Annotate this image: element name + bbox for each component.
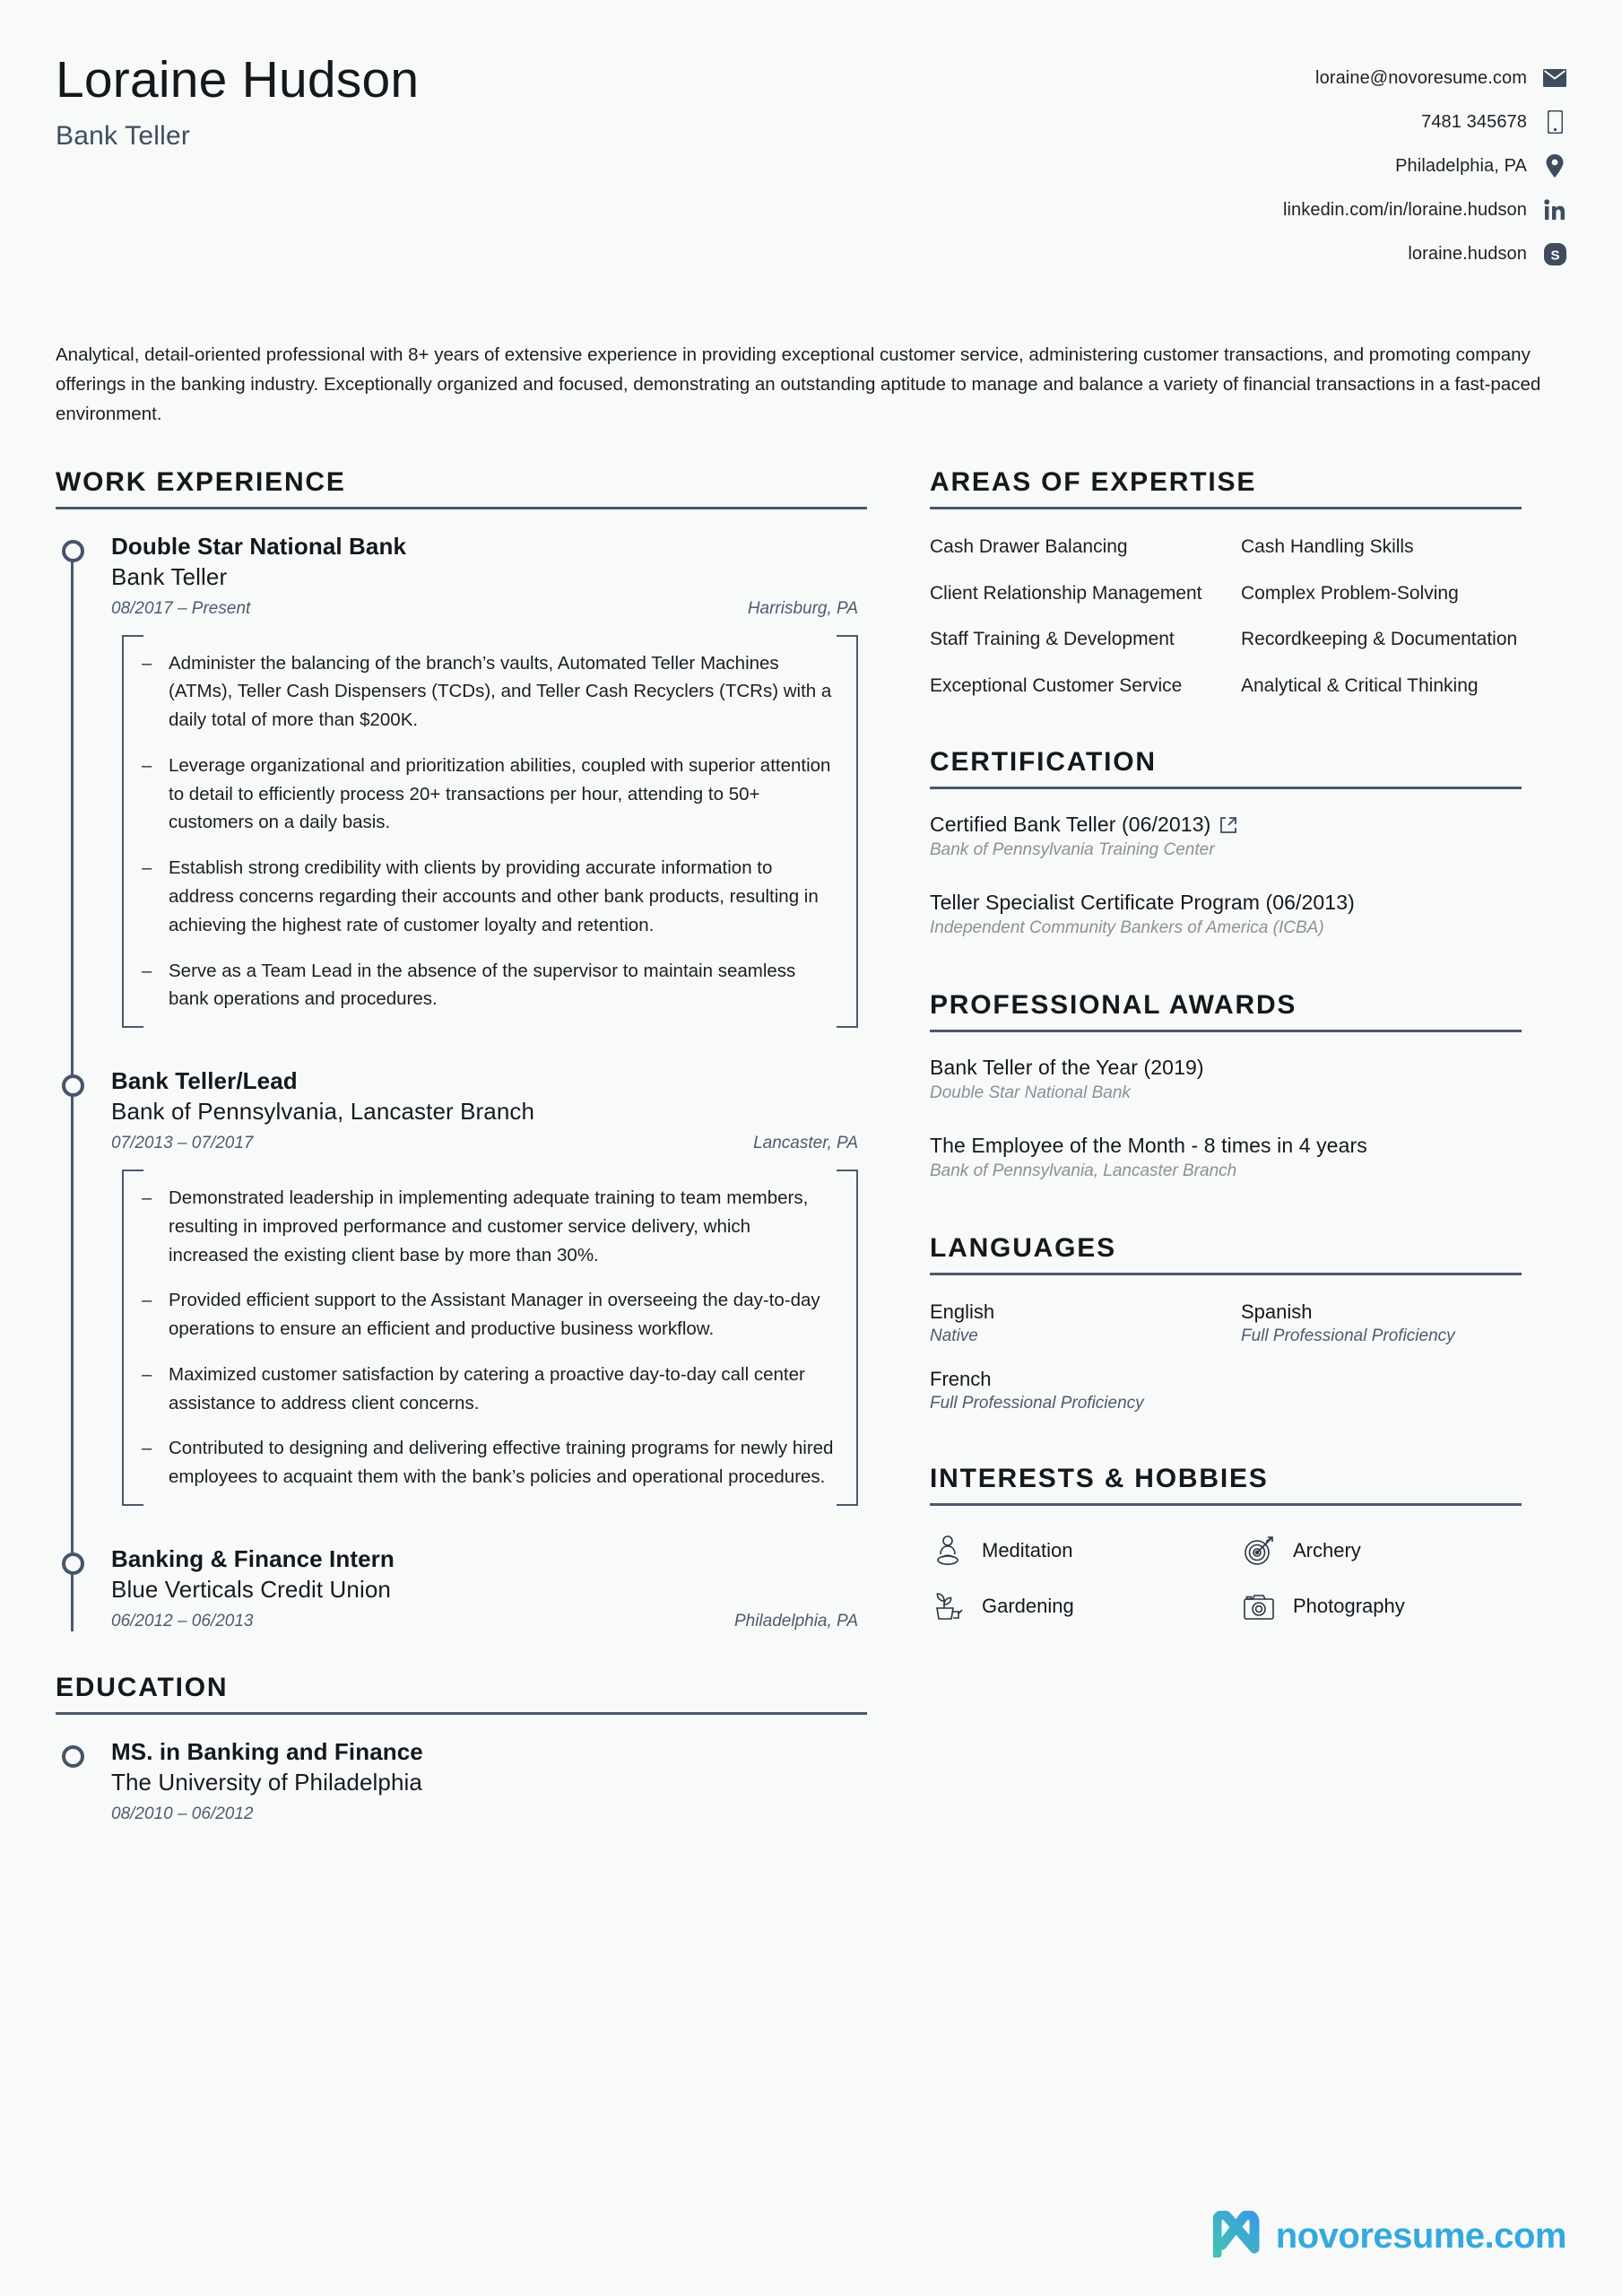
meditation-icon xyxy=(930,1533,966,1569)
language-item xyxy=(1241,1300,1522,1346)
skype-icon xyxy=(1543,242,1566,265)
bullet-item xyxy=(142,957,835,1014)
work-entry-meta xyxy=(111,1134,867,1153)
hobby-label: Archery xyxy=(1293,1539,1361,1562)
languages-grid xyxy=(930,1300,1522,1413)
bullet-text: Establish strong credibility with clients by providing accurate information to address concerns regarding their accounts and other bank products, resulting in achieving the highest rate of customer loyalty and retention. xyxy=(169,857,819,935)
education-entry-title: MS. in Banking and Finance xyxy=(111,1737,423,1765)
work-entry-bullets xyxy=(122,1170,858,1506)
novoresume-mark-icon xyxy=(1213,2211,1263,2262)
education-heading: EDUCATION xyxy=(56,1672,229,1702)
certification-title-text: Teller Specialist Certificate Program (06/2013) xyxy=(930,891,1355,915)
work-entry-title: Double Star National Bank xyxy=(111,532,406,560)
work-entry-dates: 08/2017 – Present xyxy=(111,598,251,618)
bullet-text: Serve as a Team Lead in the absence of the supervisor to maintain seamless bank operations and procedures. xyxy=(169,960,796,1010)
contact-item-email[interactable] xyxy=(1283,66,1566,90)
hobby-item xyxy=(930,1588,1210,1624)
work-entry-dates: 06/2012 – 06/2013 xyxy=(111,1611,254,1631)
contact-list xyxy=(1283,66,1566,286)
professional-summary: Analytical, detail-oriented professional with 8+ years of extensive experience in providing exceptional customer service, administering customer transactions, and promoting company offerings in the banking industry. Exceptionally organized and focused, demonstrating an outstanding aptitude to manage and balance a variety of financial transactions in a fast-paced environment. xyxy=(56,344,1541,425)
award-title-text: The Employee of the Month - 8 times in 4 years xyxy=(930,1134,1367,1158)
language-level: Native xyxy=(930,1326,978,1346)
contact-item-phone[interactable] xyxy=(1283,110,1566,134)
bullet-dash-icon: – xyxy=(142,652,152,674)
work-entry xyxy=(111,1545,867,1631)
section-divider xyxy=(930,787,1522,789)
skill-item: Client Relationship Management xyxy=(930,582,1202,604)
bullet-item xyxy=(142,1434,835,1492)
award-title-text: Bank Teller of the Year (2019) xyxy=(930,1056,1204,1080)
language-level: Full Professional Proficiency xyxy=(930,1394,1144,1413)
bullet-dash-icon: – xyxy=(142,1290,152,1311)
work-entry-dates: 07/2013 – 07/2017 xyxy=(111,1134,254,1153)
language-name: Spanish xyxy=(1241,1300,1313,1324)
bullet-item xyxy=(142,752,835,837)
hobbies-grid xyxy=(930,1533,1522,1624)
skill-item: Staff Training & Development xyxy=(930,629,1175,650)
skill-item: Cash Handling Skills xyxy=(1241,535,1414,557)
bullet-item xyxy=(142,854,835,939)
work-entry-title: Banking & Finance Intern xyxy=(111,1544,395,1572)
section-areas-of-expertise xyxy=(930,467,1522,700)
certification-heading: CERTIFICATION xyxy=(930,747,1157,778)
email-icon xyxy=(1543,66,1566,90)
work-entry-title: Bank Teller/Lead xyxy=(111,1067,298,1095)
education-entry-dates: 08/2010 – 06/2012 xyxy=(111,1804,254,1823)
resume-header xyxy=(0,0,1622,286)
work-experience-timeline xyxy=(56,533,867,1631)
external-link-icon[interactable] xyxy=(1219,816,1237,834)
skill-item: Cash Drawer Balancing xyxy=(930,535,1128,557)
skill-item: Recordkeeping & Documentation xyxy=(1241,629,1518,650)
hobby-item xyxy=(1241,1533,1522,1569)
section-education xyxy=(56,1673,867,1824)
section-divider xyxy=(930,507,1522,509)
bullet-item xyxy=(142,1286,835,1344)
work-entry-subtitle: Blue Verticals Credit Union xyxy=(111,1575,391,1603)
section-work-experience xyxy=(56,467,867,1631)
language-level: Full Professional Proficiency xyxy=(1241,1326,1455,1346)
timeline-dot-icon xyxy=(62,1074,84,1097)
language-name: English xyxy=(930,1300,995,1324)
bullet-dash-icon: – xyxy=(142,754,152,776)
bullet-text: Provided efficient support to the Assistant Manager in overseeing the day-to-day operations to ensure an efficient and productive business workflow. xyxy=(169,1290,820,1340)
education-entry-meta xyxy=(111,1805,867,1824)
contact-item-location[interactable] xyxy=(1283,154,1566,178)
award-item-issuer: Bank of Pennsylvania, Lancaster Branch xyxy=(930,1161,1237,1181)
novoresume-wordmark: novoresume.com xyxy=(1275,2216,1566,2256)
contact-item-linkedin[interactable] xyxy=(1283,198,1566,222)
bullet-dash-icon: – xyxy=(142,1187,152,1209)
hobby-item xyxy=(930,1533,1210,1569)
work-entry xyxy=(111,1067,867,1506)
bullet-dash-icon: – xyxy=(142,960,152,981)
section-professional-awards xyxy=(930,990,1522,1181)
skill-item: Analytical & Critical Thinking xyxy=(1241,675,1479,697)
skill-item: Complex Problem-Solving xyxy=(1241,582,1459,604)
contact-email-text: loraine@novoresume.com xyxy=(1315,67,1527,88)
bullet-item xyxy=(142,649,835,735)
work-entry-bullets xyxy=(122,635,858,1028)
left-column xyxy=(56,467,867,1833)
work-entry-location: Harrisburg, PA xyxy=(747,598,858,618)
work-experience-heading: WORK EXPERIENCE xyxy=(56,466,346,497)
award-item-title xyxy=(930,1056,1522,1080)
work-entry-location: Lancaster, PA xyxy=(753,1134,858,1153)
contact-phone-text: 7481 345678 xyxy=(1421,111,1527,132)
education-timeline xyxy=(56,1738,867,1824)
language-item xyxy=(930,1368,1210,1413)
contact-skype-text: loraine.hudson xyxy=(1408,243,1527,264)
education-entry xyxy=(111,1738,867,1824)
award-item-issuer: Double Star National Bank xyxy=(930,1083,1131,1103)
bullet-text: Administer the balancing of the branch’s vaults, Automated Teller Machines (ATMs), Teller Cash Dispensers (TCDs), and Teller Cash Recyclers (TCRs) with a daily total of more than $200K. xyxy=(169,652,832,731)
gardening-plant-icon xyxy=(930,1588,966,1624)
certification-item-title xyxy=(930,891,1522,915)
section-divider xyxy=(930,1030,1522,1032)
work-entry-subtitle: Bank of Pennsylvania, Lancaster Branch xyxy=(111,1098,535,1126)
bullet-dash-icon: – xyxy=(142,1438,152,1459)
work-entry xyxy=(111,533,867,1028)
award-item xyxy=(930,1056,1522,1103)
hobby-label: Photography xyxy=(1293,1595,1405,1618)
svg-text:S: S xyxy=(1549,248,1560,263)
bullet-item xyxy=(142,1184,835,1269)
bullet-text: Contributed to designing and delivering effective training programs for newly hired employees to acquaint them with the bank’s policies and operational procedures. xyxy=(169,1438,834,1488)
areas-of-expertise-heading: AREAS OF EXPERTISE xyxy=(930,466,1257,497)
contact-item-skype[interactable] xyxy=(1283,242,1566,265)
phone-icon xyxy=(1543,110,1566,134)
section-interests-hobbies xyxy=(930,1464,1522,1624)
bullet-text: Demonstrated leadership in implementing adequate training to team members, resulting in improved performance and customer service delivery, which increased the existing client base by more than 30%. xyxy=(169,1187,809,1265)
bullet-text: Maximized customer satisfaction by catering a proactive day-to-day call center assistance to address client concerns. xyxy=(169,1363,805,1413)
bullet-text: Leverage organizational and prioritization abilities, coupled with superior attention to detail to efficiently process 20+ transactions per hour, attending to 50+ customers on a daily basis. xyxy=(169,754,831,833)
interests-heading: INTERESTS & HOBBIES xyxy=(930,1464,1269,1494)
location-pin-icon xyxy=(1543,154,1566,178)
language-name: French xyxy=(930,1368,992,1391)
hobby-item xyxy=(1241,1588,1522,1624)
hobby-label: Meditation xyxy=(982,1539,1073,1562)
bullet-dash-icon: – xyxy=(142,1363,152,1385)
education-entry-subtitle: The University of Philadelphia xyxy=(111,1768,422,1796)
candidate-name: Loraine Hudson xyxy=(56,51,420,109)
section-divider xyxy=(56,507,867,509)
work-entry-meta xyxy=(111,599,867,619)
certification-item xyxy=(930,813,1522,860)
certification-title-text: Certified Bank Teller (06/2013) xyxy=(930,813,1211,837)
languages-heading: LANGUAGES xyxy=(930,1233,1116,1264)
skills-grid xyxy=(930,535,1522,700)
award-item xyxy=(930,1134,1522,1181)
certification-item-title xyxy=(930,813,1522,837)
identity-block xyxy=(56,52,419,152)
section-divider xyxy=(930,1503,1522,1506)
certification-item-issuer: Independent Community Bankers of America (ICBA) xyxy=(930,918,1324,938)
contact-linkedin-text: linkedin.com/in/loraine.hudson xyxy=(1282,199,1527,220)
timeline-dot-icon xyxy=(62,540,84,562)
candidate-job-title: Bank Teller xyxy=(56,120,191,151)
novoresume-logo[interactable] xyxy=(1213,2211,1566,2262)
hobby-label: Gardening xyxy=(982,1595,1074,1618)
section-certification xyxy=(930,747,1522,938)
section-divider xyxy=(56,1712,867,1715)
right-column xyxy=(930,467,1522,1656)
language-item xyxy=(930,1300,1210,1346)
work-entry-location: Philadelphia, PA xyxy=(733,1611,858,1631)
certification-item xyxy=(930,891,1522,938)
camera-icon xyxy=(1241,1588,1277,1624)
contact-location-text: Philadelphia, PA xyxy=(1395,155,1527,176)
resume-body xyxy=(0,467,1622,1833)
skill-item: Exceptional Customer Service xyxy=(930,675,1183,697)
professional-awards-heading: PROFESSIONAL AWARDS xyxy=(930,990,1297,1021)
archery-target-icon xyxy=(1241,1533,1277,1569)
work-entry-meta xyxy=(111,1612,867,1631)
certification-item-issuer: Bank of Pennsylvania Training Center xyxy=(930,840,1215,860)
award-item-title xyxy=(930,1134,1522,1158)
bullet-dash-icon: – xyxy=(142,857,152,879)
section-divider xyxy=(930,1273,1522,1275)
timeline-dot-icon xyxy=(62,1552,84,1575)
linkedin-icon xyxy=(1543,198,1566,222)
work-entry-subtitle: Bank Teller xyxy=(111,562,228,590)
section-languages xyxy=(930,1233,1522,1413)
bullet-item xyxy=(142,1361,835,1418)
timeline-dot-icon xyxy=(62,1745,84,1768)
